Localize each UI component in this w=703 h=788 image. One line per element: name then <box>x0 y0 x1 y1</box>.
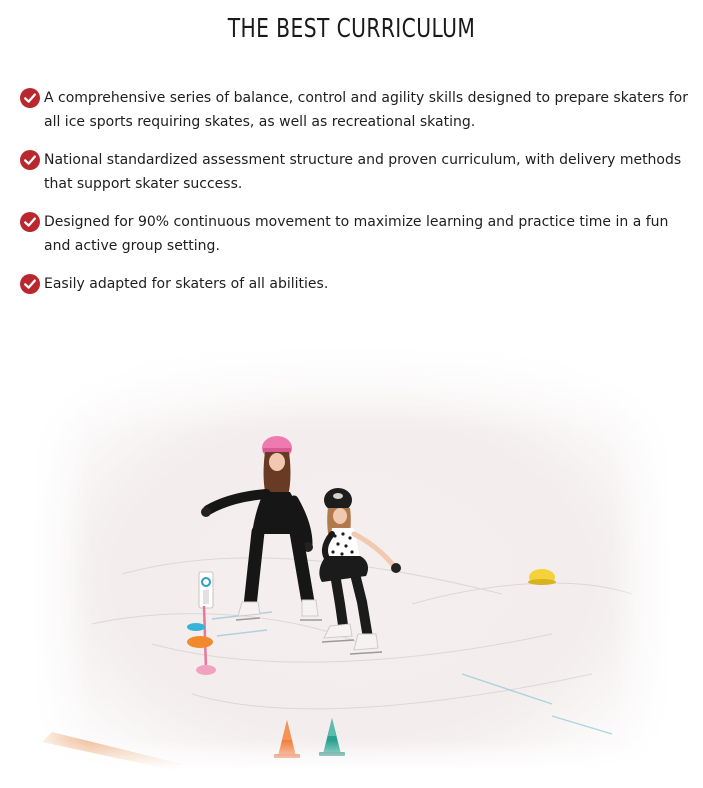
feature-text: National standardized assessment structure and proven curriculum, with delivery methods that support skater success. <box>44 152 682 192</box>
feature-list <box>20 86 690 310</box>
list-item <box>20 148 690 196</box>
feature-text: Designed for 90% continuous movement to maximize learning and practice time in a fun and active group setting. <box>44 214 669 254</box>
check-circle-icon <box>20 212 40 232</box>
list-item <box>20 86 690 134</box>
list-item <box>20 272 690 296</box>
check-circle-icon <box>20 88 40 108</box>
page-title: THE BEST CURRICULUM <box>227 14 476 44</box>
check-circle-icon <box>20 274 40 294</box>
feature-text: A comprehensive series of balance, control and agility skills designed to prepare skaters for all ice sports requiring skates, as well as recreational skating. <box>44 90 688 130</box>
list-item <box>20 210 690 258</box>
feature-text: Easily adapted for skaters of all abilities. <box>44 276 329 292</box>
check-circle-icon <box>20 150 40 170</box>
skating-lesson-photo <box>32 344 672 770</box>
